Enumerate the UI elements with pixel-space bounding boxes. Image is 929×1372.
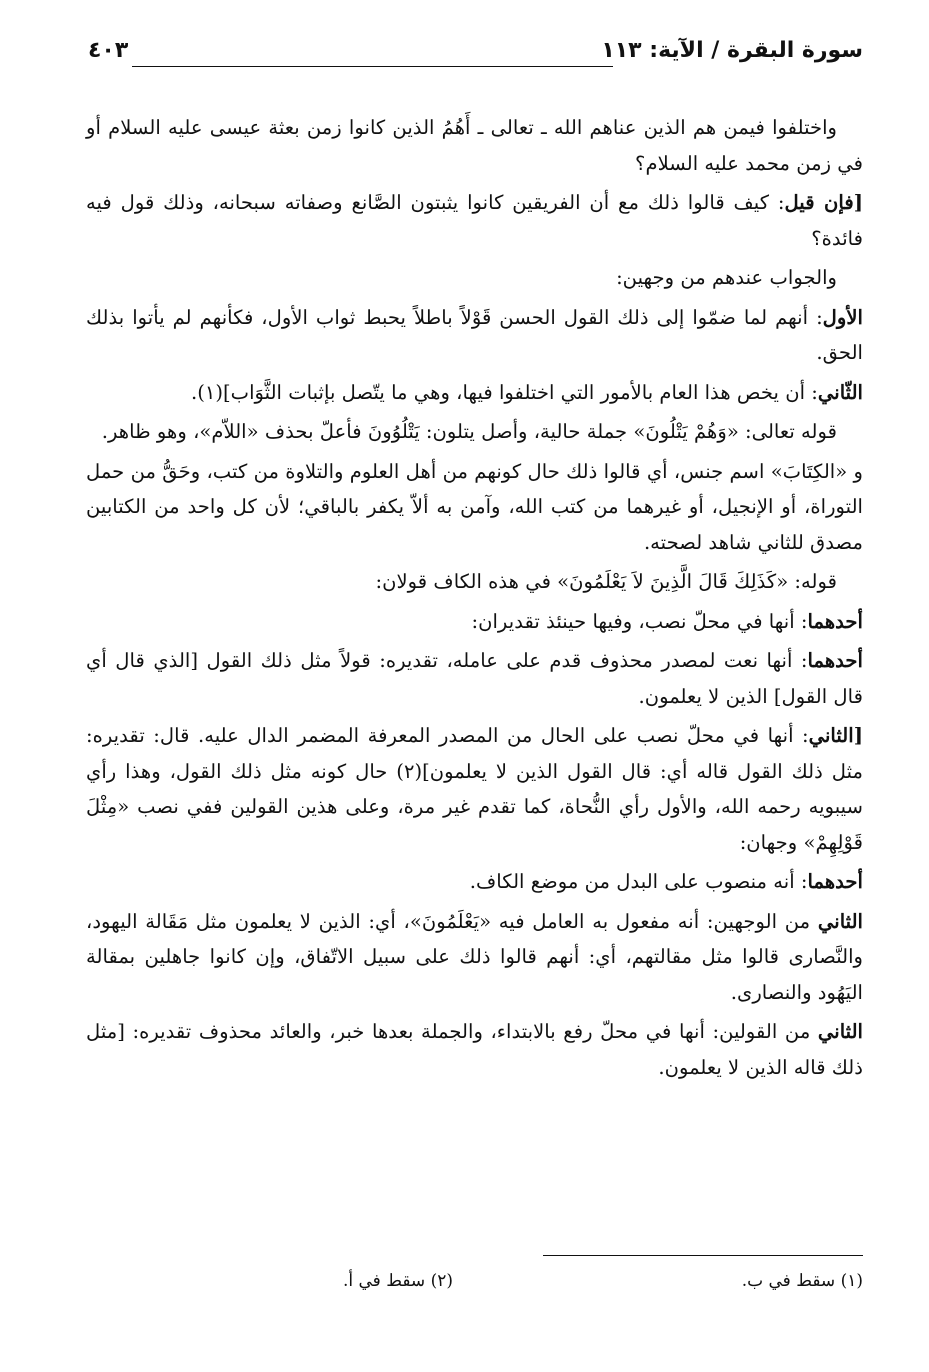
paragraph-text: : أنها في محلّ نصب على الحال من المصدر المعرفة المضمر الدال عليه. قال: تقديره: مثل ذلك القول قاله أي: قال القول الذين لا يعلمون](٢) حال كونه مثل ذلك القول، وهذا رأي سيبويه رحمه الله، والأول رأي النُّحاة، كما تقدم غير مرة، وعلى هذين القولين ففي نصب «مِثْلَ قَوْلِهِمْ» وجهان:	[86, 724, 863, 854]
paragraph-text: : أنها نعت لمصدر محذوف قدم على عامله، تقديره: قولاً مثل ذلك القول [الذي قال أي قال القول] الذين لا يعلمون.	[86, 649, 863, 708]
paragraph-text: من الوجهين: أنه مفعول به العامل فيه «يَعْلَمُونَ»، أي: الذين لا يعلمون مثل مَقَالة اليهود، والنَّصارى قالوا مثل مقالتهم، أي: أنهم قالوا ذلك على سبيل الاتّفاق، وإن كانوا جاهلين بمقالة اليَهُود والنصارى.	[86, 909, 863, 1004]
paragraph	[86, 904, 863, 1011]
header-rule	[132, 66, 613, 67]
header-title: سورة البقرة / الآية: ١١٣	[601, 38, 863, 63]
paragraph-lead: [الثاني	[808, 724, 863, 747]
paragraph-lead: الثّاني	[817, 380, 863, 404]
paragraph-text: : كيف قالوا ذلك مع أن الفريقين كانوا يثبتون الصَّانع وصفاته سبحانه، وذلك قول فيه فائدة؟	[86, 191, 863, 250]
paragraph-text: قوله تعالى: «وَهُمْ يَتْلُونَ» جملة حالية، وأصل يتلون: يَتْلُوُونَ فأعلّ بحذف «اللاّم»، وهو ظاهر.	[101, 420, 837, 443]
paragraph	[86, 454, 863, 561]
paragraph-lead: [فإن قيل	[784, 191, 863, 214]
paragraph-text: : أنها في محلّ نصب، وفيها حينئذ تقديران:	[471, 609, 808, 633]
paragraph	[86, 604, 863, 640]
paragraph	[86, 864, 863, 900]
paragraph-lead: أحدهما	[807, 609, 863, 633]
paragraph	[86, 564, 863, 600]
footnote-1: (١) سقط في ب.	[741, 1271, 863, 1291]
paragraph	[86, 643, 863, 714]
body-text	[86, 110, 863, 1089]
paragraph-lead: أحدهما	[807, 870, 863, 893]
page-number: ٤٠٣	[88, 38, 129, 63]
paragraph-text: : أنه منصوب على البدل من موضع الكاف.	[469, 870, 808, 893]
paragraph	[86, 375, 863, 411]
paragraph-text: : أنهم لما ضمّوا إلى ذلك القول الحسن قَوْلاً باطلاً يحبط ثواب الأول، فكأنهم لم يأتوا بذلك الحق.	[86, 305, 863, 364]
footnote-2: (٢) سقط في أ.	[342, 1271, 453, 1291]
paragraph-text: من القولين: أنها في محلّ رفع بالابتداء، والجملة بعدها خبر، والعائد محذوف تقديره: [مثل ذلك قاله الذين لا يعلمون.	[86, 1020, 863, 1079]
page-header	[88, 36, 863, 76]
paragraph-text: و «الكِتَابَ» اسم جنس، أي قالوا ذلك حال كونهم من أهل العلوم والتلاوة من كتب، وحَقُّ من حمل التوراة، أو الإنجيل، أو غيرهما من كتب الله، وآمن به ألاّ يكفر بالباقي؛ لأن كل واحد من الكتابين مصدق للثاني شاهد لصحته.	[86, 459, 863, 554]
paragraph	[86, 1014, 863, 1085]
paragraph-text: واختلفوا فيمن هم الذين عناهم الله ـ تعالى ـ أَهُمُ الذين كانوا زمن بعثة عيسى عليه السلام أو في زمن محمد عليه السلام؟	[86, 116, 863, 175]
paragraph-lead: الأول	[822, 305, 863, 329]
paragraph	[86, 260, 863, 296]
paragraph	[86, 300, 863, 371]
paragraph-text: : أن يخص هذا العام بالأمور التي اختلفوا فيها، وهي ما يتّصل بإثبات الثَّوَاب](١).	[190, 380, 818, 404]
paragraph-lead: أحدهما	[807, 649, 863, 672]
paragraph	[86, 185, 863, 256]
paragraph	[86, 414, 863, 450]
paragraph	[86, 110, 863, 181]
paragraph-text: قوله: «كَذَلِكَ قَالَ الَّذِينَ لاَ يَعْلَمُونَ» في هذه الكاف قولان:	[375, 570, 837, 593]
paragraph	[86, 718, 863, 860]
footnote-separator	[543, 1255, 863, 1256]
paragraph-lead: الثاني	[817, 1020, 863, 1043]
paragraph-text: والجواب عندهم من وجهين:	[616, 266, 837, 289]
paragraph-lead: الثاني	[817, 909, 863, 933]
